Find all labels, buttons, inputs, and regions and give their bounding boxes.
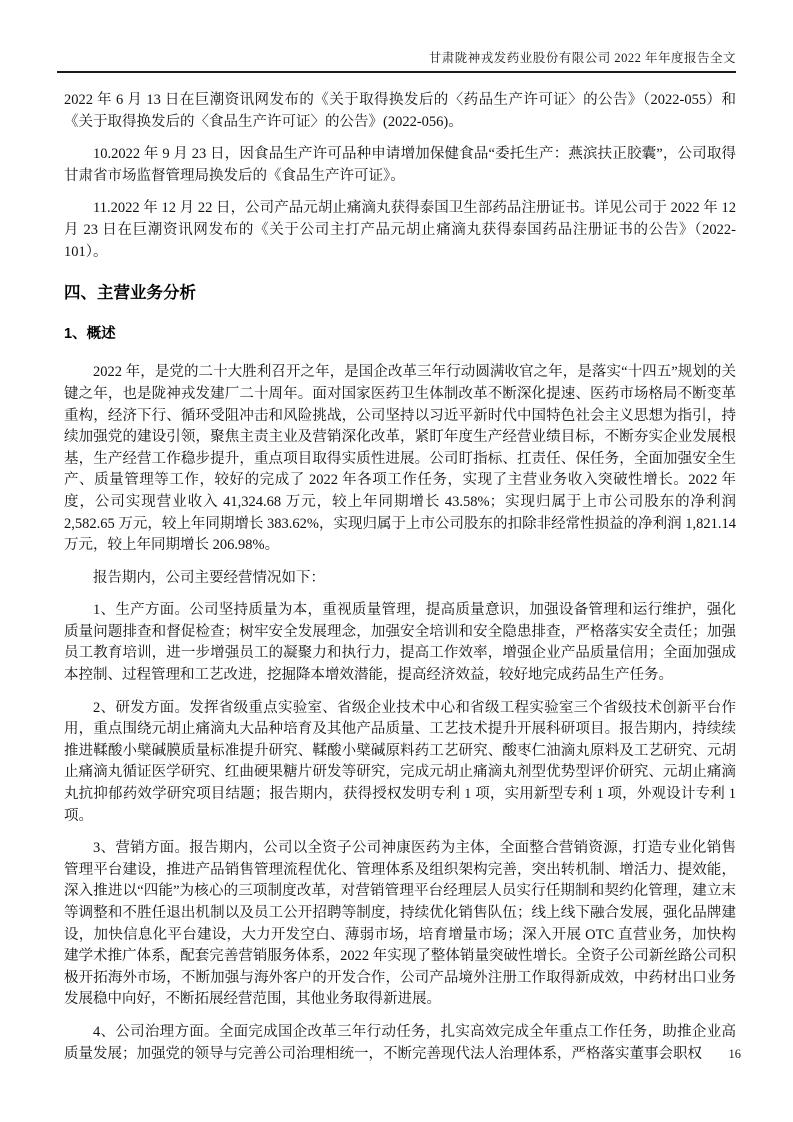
paragraph-corporate-governance: 4、公司治理方面。全面完成国企改革三年行动任务，扎实高效完成全年重点工作任务，助推企业高质量发展；加强党的领导与完善公司治理相统一，不断完善现代法人治理体系，严格落实董事会职权 [64,1023,736,1062]
paragraph-announcement-continuation: 2022 年 6 月 13 日在巨潮资讯网发布的《关于取得换发后的〈药品生产许可证〉的公告》（2022-055）和《关于取得换发后的〈食品生产许可证〉的公告》(2022-056)。 [64,92,736,130]
paragraph-item-10: 10.2022 年 9 月 23 日，因食品生产许可品种申请增加保健食品“委托生产：燕滨扶正胶囊”，公司取得甘肃省市场监督管理局换发后的《食品生产许可证》。 [64,146,736,184]
paragraph-research-development: 2、研发方面。发挥省级重点实验室、省级企业技术中心和省级工程实验室三个省级技术创新平台作用，重点围绕元胡止痛滴丸大品种培育及其他产品质量、工艺技术提升开展科研项目。报告期内，持续续推进鞣酸小檗碱膜质量标准提升研究、鞣酸小檗碱原料药工艺研究、酸枣仁油滴丸原料及工艺研究、元胡止痛滴丸循证医学研究、红曲硬果糖片研发等研究，完成元胡止痛滴丸剂型优势型评价研究、元胡止痛滴丸抗抑郁药效学研究项目结题；报告期内，获得授权发明专利 1 项，实用新型专利 1 项，外观设计专利 1 项。 [64,699,736,824]
section-heading-main-business-analysis: 四、主营业务分析 [64,284,196,303]
paragraph-marketing: 3、营销方面。报告期内，公司以全资子公司神康医药为主体，全面整合营销资源，打造专业化销售管理平台建设，推进产品销售管理流程优化、管理体系及组织架构完善，突出转机制、增活力、提效能，深入推进以“四能”为核心的三项制度改革，对营销管理平台经理层人员实行任期制和契约化管理，建立末等调整和不胜任退出机制以及员工公开招聘等制度，持续优化销售队伍；线上线下融合发展，强化品牌建设，加快信息化平台建设，大力开发空白、薄弱市场，培育增量市场；深入开展 OTC 直营业务，加快构建学术推广体系，配套完善营销服务体系，2022 年实现了整体销量突破性增长。全资子公司新丝路公司积极开拓海外市场，不断加强与海外客户的开发合作，公司产品境外注册工作取得新成效，中药材出口业务发展稳中向好，不断拓展经营范围，其他业务取得新进展。 [64,840,736,1008]
paragraph-operations-intro: 报告期内，公司主要经营情况如下： [93,569,325,586]
header-title: 甘肃陇神戎发药业股份有限公司 2022 年年度报告全文 [428,51,736,65]
subsection-heading-overview: 1、概述 [64,325,116,342]
paragraph-production: 1、生产方面。公司坚持质量为本，重视质量管理，提高质量意识，加强设备管理和运行维护，强化质量问题排查和督促检查；树牢安全发展理念，加强安全培训和安全隐患排查，严格落实安全责任；加强员工教育培训，进一步增强员工的凝聚力和执行力，提高工作效率，增强企业产品质量信用；全面加强成本控制、过程管理和工艺改进，挖掘降本增效潜能，提高经济效益，较好地完成药品生产任务。 [64,602,736,684]
page-header [57,48,736,73]
paragraph-overview-summary: 2022 年，是党的二十大胜利召开之年，是国企改革三年行动圆满收官之年，是落实“十四五”规划的关键之年，也是陇神戎发建厂二十周年。面对国家医药卫生体制改革不断深化提速、医药市场格局不断变革重构，经济下行、循环受阻冲击和风险挑战，公司坚持以习近平新时代中国特色社会主义思想为指引，持续加强党的建设引领，聚焦主责主业及营销深化改革，紧盯年度生产经营业绩目标，不断夯实企业发展根基，生产经营工作稳步提升，重点项目取得实质性进展。公司盯指标、扛责任、保任务，全面加强安全生产、质量管理等工作，较好的完成了 2022 年各项工作任务，实现了主营业务收入突破性增长。2022 年度，公司实现营业收入 41,324.68 万元，较上年同期增长 43.58%；实现归属于上市公司股东的净利润 2,582.65 万元，较上年同期增长 383.62%，实现归属于上市公司股东的扣除非经常性损益的净利润 1,821.14 万元，较上年同期增长 206.98%。 [64,364,736,554]
document-body [64,90,736,1065]
page-number: 16 [728,1047,741,1061]
paragraph-item-11: 11.2022 年 12 月 22 日，公司产品元胡止痛滴丸获得泰国卫生部药品注册证书。详见公司于 2022 年 12 月 23 日在巨潮资讯网发布的《关于公司主打产品元胡止痛滴丸获得泰国药品注册证书的公告》（2022-101）。 [64,200,736,260]
